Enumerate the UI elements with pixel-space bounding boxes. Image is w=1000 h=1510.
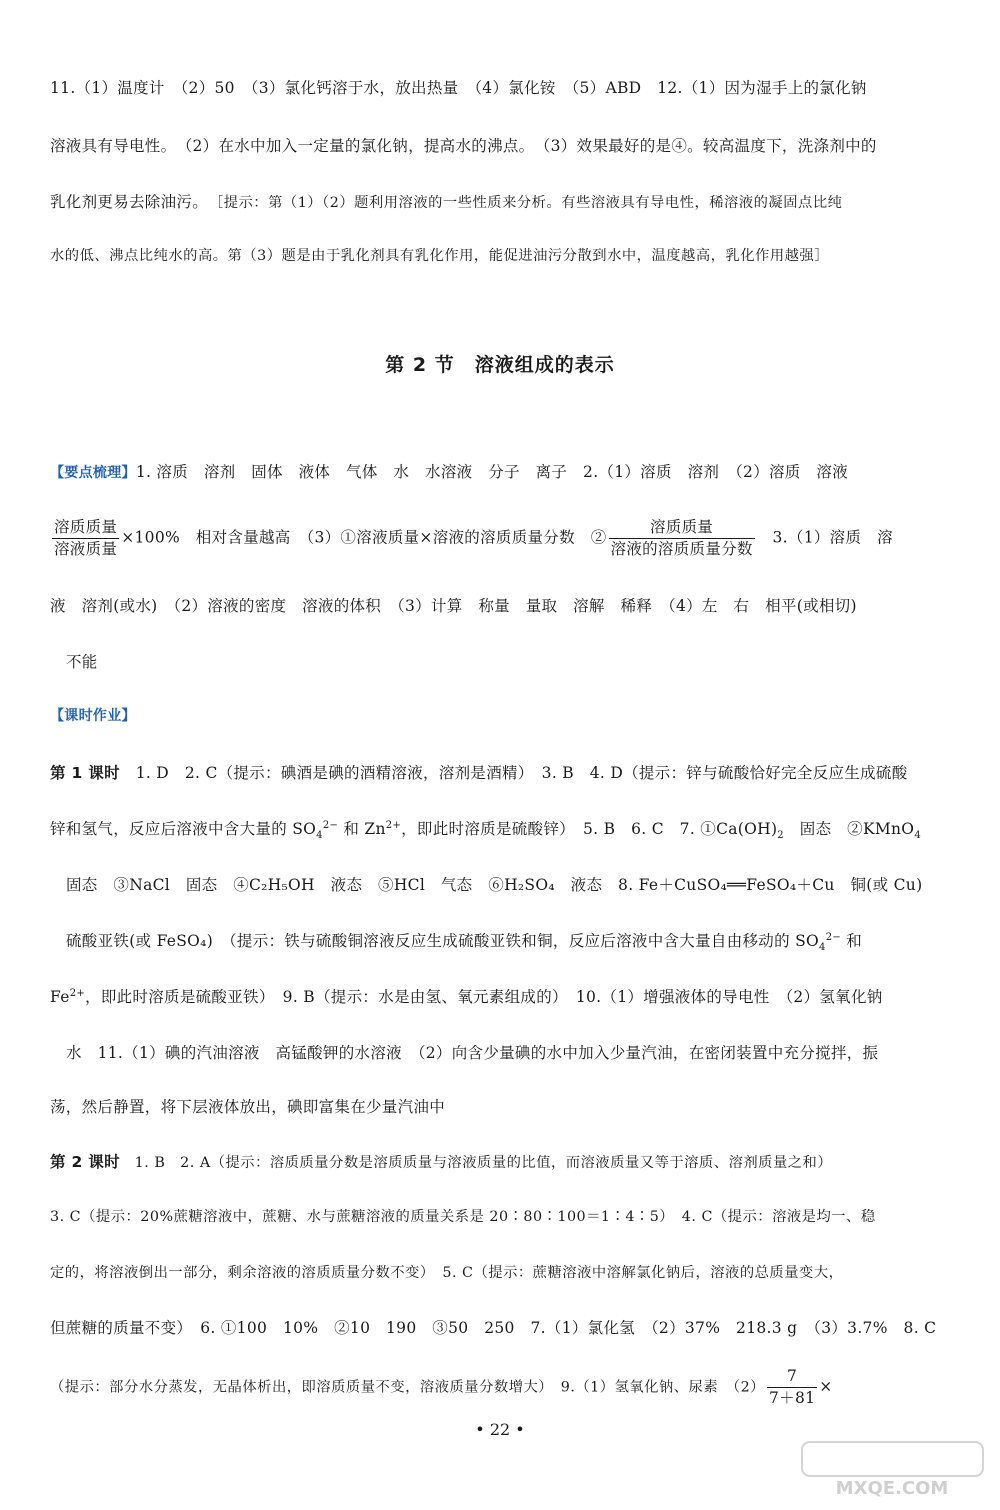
answer-line: 溶液具有导电性。 （2）在水中加入一定量的氯化钠，提高水的沸点。 （3）效果最好的是④。较高温度下，洗涤剂中的 (50, 137, 877, 155)
section-title: 第 2 节 溶液组成的表示 (385, 354, 615, 376)
lesson2-line (50, 1366, 833, 1409)
fraction-numerator: 溶质质量 (52, 517, 119, 539)
lesson1-text: 硫酸亚铁(或 FeSO₄) （提示：铁与硫酸铜溶液反应生成硫酸亚铁和铜，反应后溶液中含大量自由移动的 SO (66, 932, 820, 950)
lesson1-text: 1. D 2. C（提示：碘酒是碘的酒精溶液，溶剂是酒精） 3. B 4. D（提示：锌与硫酸恰好完全反应生成硫酸 (119, 764, 908, 782)
subscript: 4 (914, 830, 921, 842)
times-sign: × (819, 1377, 833, 1396)
key-points-text: 3.（1）溶质 溶 (756, 528, 893, 547)
homework-tag: 【课时作业】 (50, 708, 136, 724)
lesson2-line: 3. C（提示：20%蔗糖溶液中，蔗糖、水与蔗糖溶液的质量关系是 20∶80∶100＝1∶4∶5） 4. C（提示：溶液是均一、稳 (50, 1209, 876, 1225)
mass-fraction-formula (52, 517, 119, 560)
lesson1-text: 和 Zn (338, 820, 386, 838)
answer-text: 乳化剂更易去除油污。 (50, 193, 217, 211)
lesson1-line: 荡，然后静置，将下层液体放出，碘即富集在少量汽油中 (50, 1098, 446, 1116)
solution-mass-formula (609, 517, 755, 560)
lesson2-line: 定的，将溶液倒出一部分，剩余溶液的溶质质量分数不变） 5. C（提示：蔗糖溶液中溶解氯化钠后，溶液的总质量变大， (50, 1265, 844, 1281)
lesson2-label: 第 2 课时 (50, 1153, 120, 1171)
hint-line: 水的低、沸点比纯水的高。第（3）题是由于乳化剂具有乳化作用，能促进油污分散到水中，温度越高，乳化作用越强］ (50, 248, 830, 264)
lesson1-text: 固态 ②KMnO (783, 820, 915, 838)
hint-text: ［提示：第（1）（2）题利用溶液的一些性质来分析。有些溶液具有导电性，稀溶液的凝固点比纯 (216, 195, 843, 211)
key-points-tag: 【要点梳理】 (50, 465, 136, 481)
lesson1-text: ，即此时溶质是硫酸亚铁） 9. B（提示：水是由氢、氧元素组成的） 10.（1）增强液体的导电性 （2）氢氧化钠 (85, 988, 883, 1006)
lesson1-text: Fe (50, 988, 70, 1006)
fraction-numerator: 溶质质量 (609, 517, 755, 539)
lesson1-line: 固态 ③NaCl 固态 ④C₂H₅OH 液态 ⑤HCl 气态 ⑥H₂SO₄ 液态 8. Fe＋CuSO₄══FeSO₄＋Cu 铜(或 Cu) (66, 876, 923, 894)
lesson1-line (50, 761, 908, 783)
lesson2-line: 但蔗糖的质量不变） 6. ①100 10% ②10 190 ③50 250 7.（1）氯化氢 （2）37% 218.3 g （3）3.7% 8. C (50, 1319, 937, 1337)
superscript: 2+ (385, 819, 402, 831)
subscript: 2 (777, 830, 784, 842)
subscript: 4 (819, 942, 826, 954)
key-points-line: 液 溶剂(或水) （2）溶液的密度 溶液的体积 （3）计算 称量 量取 溶解 稀释 （4）左 右 相平(或相切) (50, 597, 857, 615)
key-points-line (50, 460, 848, 482)
lesson1-text: 和 (841, 932, 863, 950)
answer-line: 11.（1）温度计 （2）50 （3）氯化钙溶于水，放出热量 （4）氯化铵 （5）ABD 12.（1）因为湿手上的氯化钠 (50, 79, 867, 97)
homework-tag-line (50, 705, 136, 725)
key-points-line (50, 517, 893, 560)
lesson2-text: 1. B 2. A（提示：溶质质量分数是溶质质量与溶液质量的比值，而溶液质量又等于溶质、溶剂质量之和） (119, 1155, 833, 1171)
subscript: 4 (316, 830, 323, 842)
mass-fraction-formula (767, 1366, 817, 1409)
answer-line (50, 190, 842, 212)
superscript: 2+ (69, 987, 86, 999)
key-points-text: 1. 溶质 溶剂 固体 液体 气体 水 水溶液 分子 离子 2.（1）溶质 溶剂 （2）溶质 溶液 (135, 463, 848, 481)
key-points-text: ×100% 相对含量越高 （3）①溶液质量×溶液的溶质质量分数 ② (121, 528, 607, 547)
lesson1-line (50, 817, 921, 841)
lesson1-line (66, 929, 862, 953)
watermark-logo (800, 1440, 985, 1500)
lesson1-line (50, 985, 883, 1007)
lesson2-text: （提示：部分水分蒸发，无晶体析出，即溶质质量不变，溶液质量分数增大） 9.（1）氢氧化钠、尿素 （2） (50, 1379, 765, 1396)
lesson1-line: 水 11.（1）碘的汽油溶液 高锰酸钾的水溶液 （2）向含少量碘的水中加入少量汽油，在密闭装置中充分搅拌，振 (66, 1044, 879, 1062)
watermark-text: MXQE.COM (835, 1478, 949, 1499)
fraction-denominator: 溶液质量 (54, 540, 118, 558)
lesson1-label: 第 1 课时 (50, 764, 120, 782)
superscript: 2− (825, 931, 842, 943)
lesson2-line (50, 1150, 832, 1172)
lesson1-text: ，即此时溶质是硫酸锌） 5. B 6. C 7. ①Ca(OH) (401, 820, 778, 838)
fraction-denominator: 溶液的溶质质量分数 (610, 540, 753, 558)
page-number: • 22 • (475, 1420, 525, 1439)
fraction-numerator: 7 (767, 1366, 817, 1388)
lesson1-text: 锌和氢气，反应后溶液中含大量的 SO (50, 820, 317, 838)
key-points-line: 不能 (66, 653, 98, 671)
superscript: 2− (322, 819, 339, 831)
fraction-denominator: 7＋81 (768, 1389, 816, 1407)
